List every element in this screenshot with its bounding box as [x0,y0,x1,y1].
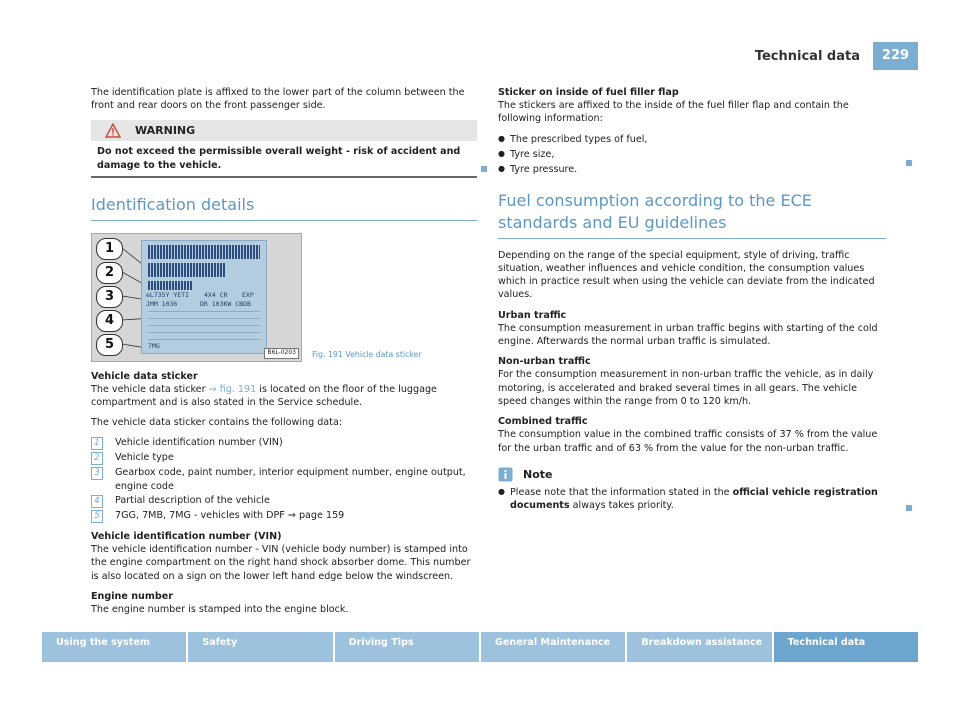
list-item-text: Gearbox code, paint number, interior equipment number, engine output, engine code [115,467,466,492]
warning-text: Do not exceed the permissible overall weight - risk of accident and damage to the vehicle. [91,141,477,177]
figure-callout-5: 5 [96,334,123,356]
note-text [510,486,886,512]
combined-heading: Combined traffic [498,416,588,428]
sticker-line: DR 103KW CBDB [200,299,251,308]
list-item [498,133,886,146]
vds-heading: Vehicle data sticker [91,370,198,382]
warning-box [91,120,477,177]
section-end-marker-icon [906,160,912,166]
bullet-icon: ● [498,164,505,174]
item-number-badge: 3 [91,467,103,480]
sticker-line: JMM 1036 [146,299,178,308]
list-item [498,163,886,176]
note-item [498,486,886,512]
bullet-text: Tyre pressure. [510,164,578,176]
item-number-badge: 1 [91,437,103,450]
bullet-icon: ● [498,487,505,497]
urban-heading: Urban traffic [498,309,567,321]
tab-breakdown-assistance[interactable]: Breakdown assistance [627,632,771,662]
list-item [91,451,477,465]
item-number-badge: 2 [91,452,103,465]
barcode-2 [148,263,226,277]
item-number-badge: 4 [91,495,103,508]
tab-safety[interactable]: Safety [188,632,332,662]
warning-triangle-icon [105,123,121,138]
figure-callout-4: 4 [96,310,123,332]
list-item [91,436,477,450]
bullet-text: Tyre size, [510,148,555,160]
barcode-3 [148,281,192,290]
page-header-title: Technical data [754,49,860,64]
note-title: Note [523,467,553,481]
left-column [91,86,477,623]
engine-number-heading: Engine number [91,590,173,602]
sticker-line: EXP [242,290,254,299]
nonurban-paragraph: For the consumption measurement in non-urban traffic the vehicle, as in daily motoring, is accelerated and braked several times in all gears. The vehicle speed changes within the range from 0 to 120 km/h. [498,369,874,407]
urban-paragraph: The consumption measurement in urban traffic begins with starting of the cold engine. Afterwards the normal urban traffic is simulated. [498,322,878,347]
tab-using-the-system[interactable]: Using the system [42,632,186,662]
vds-paragraph [91,383,477,409]
list-item-text: Vehicle identification number (VIN) [115,437,283,449]
page-number: 229 [873,42,918,70]
bullet-text: The prescribed types of fuel, [510,133,648,145]
intro-paragraph: The identification plate is affixed to the lower part of the column between the front and rear doors on the front passenger side. [91,87,465,112]
nonurban-heading: Non-urban traffic [498,356,591,368]
list-item [91,494,477,508]
list-item-text: Vehicle type [115,452,174,464]
section-end-marker-icon [906,505,912,511]
bullet-icon: ● [498,133,505,143]
list-item [498,148,886,161]
figure-callout-1: 1 [96,238,123,260]
figure-callout-2: 2 [96,262,123,284]
figure-code: B6L-0203 [264,348,299,358]
tab-technical-data[interactable]: Technical data [774,632,918,662]
vds-text-cont: is located on the floor of the luggage compartment and is also stated in the Service schedule. [91,383,437,408]
item-number-badge: 5 [91,510,103,523]
figure-row [91,233,477,362]
sticker-data-list [91,436,477,522]
fuel-flap-paragraph: The stickers are affixed to the inside of the fuel filler flap and contain the following information: [498,100,849,125]
figure-callout-3: 3 [96,286,123,308]
info-note-icon [498,467,513,482]
fuel-flap-heading: Sticker on inside of fuel filler flap [498,87,679,98]
combined-paragraph: The consumption value in the combined traffic consists of 37 % from the value for the urban traffic and of 63 % from the value for the non-urban traffic. [498,429,878,454]
fuel-flap-bullets [498,133,886,177]
vds-text: The vehicle data sticker [91,383,209,395]
sticker-line: 4X4 CR [204,290,228,299]
list-item-text: 7GG, 7MB, 7MG - vehicles with DPF ⇒ page 159 [115,509,345,521]
note-header [498,467,886,482]
section-title-identification: Identification details [91,194,477,221]
contains-paragraph: The vehicle data sticker contains the following data: [91,417,343,429]
figure-reference-link[interactable]: ⇒ fig. 191 [208,383,257,395]
section-title-fuel-consumption: Fuel consumption according to the ECE standards and EU guidelines [498,190,886,238]
vehicle-data-sticker-figure [91,233,302,362]
note-text-bold: official vehicle registration documents [510,487,878,512]
sticker-line: eL735Y YETI [146,290,190,299]
tab-general-maintenance[interactable]: General Maintenance [481,632,625,662]
sticker-data-grid [148,311,260,341]
list-item [91,466,477,492]
vin-paragraph: The vehicle identification number - VIN (vehicle body number) is stamped into the engine compartment on the right hand shock absorber dome. This number is also located on a sign on the lower left hand edge below the windscreen. [91,544,471,582]
footer-nav [42,632,918,662]
list-item-text: Partial description of the vehicle [115,494,270,506]
note-text-post: always takes priority. [569,500,674,512]
engine-number-paragraph: The engine number is stamped into the engine block. [91,604,349,616]
note-text-pre: Please note that the information stated in the [510,487,733,499]
tab-driving-tips[interactable]: Driving Tips [335,632,479,662]
list-item [91,509,477,523]
section-end-marker-icon [481,166,487,172]
vin-heading: Vehicle identification number (VIN) [91,530,282,542]
warning-title: WARNING [135,124,196,138]
bullet-icon: ● [498,148,505,158]
barcode-1 [148,245,260,259]
figure-caption: Fig. 191 Vehicle data sticker [312,349,422,359]
fuel-intro-paragraph: Depending on the range of the special equipment, style of driving, traffic situation, weather influences and vehicle condition, the consumption values which in practice result when using the vehicle can deviate from the indicated values. [498,249,875,301]
sticker-image [141,240,267,354]
warning-header [91,120,477,141]
right-column [498,86,886,513]
sticker-line: 7MG [148,341,160,350]
